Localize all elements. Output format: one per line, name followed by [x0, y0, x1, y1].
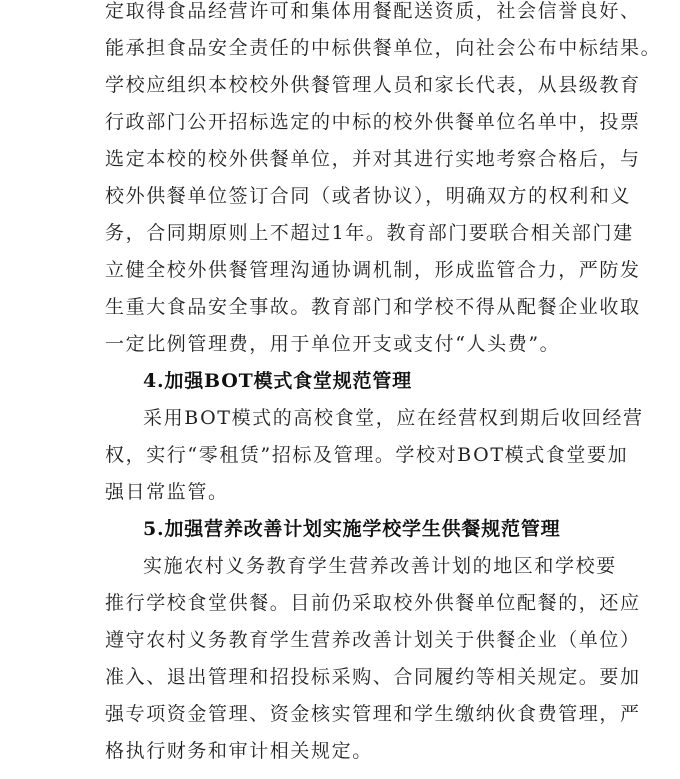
paragraph-line: 一定比例管理费，用于单位开支或支付“人头费”。 — [105, 333, 561, 355]
paragraph-line: 务，合同期原则上不超过1年。教育部门要联合相关部门建 — [105, 222, 634, 244]
paragraph-line: 选定本校的校外供餐单位，并对其进行实地考察合格后，与 — [105, 148, 641, 170]
paragraph-line: 遵守农村义务教育学生营养改善计划关于供餐企业（单位） — [105, 629, 641, 651]
paragraph-line: 校外供餐单位签订合同（或者协议），明确双方的权利和义 — [105, 185, 632, 207]
paragraph-line: 推行学校食堂供餐。目前仍采取校外供餐单位配餐的，还应 — [105, 592, 641, 614]
paragraph-line: 权，实行“零租赁”招标及管理。学校对BOT模式食堂要加 — [105, 444, 629, 466]
paragraph-line: 定取得食品经营许可和集体用餐配送资质，社会信誉良好、 — [105, 0, 641, 22]
paragraph-line: 采用BOT模式的高校食堂，应在经营权到期后收回经营 — [143, 407, 644, 429]
paragraph-line: 实施农村义务教育学生营养改善计划的地区和学校要 — [143, 555, 617, 577]
paragraph-line: 立健全校外供餐管理沟通协调机制，形成监管合力，严防发 — [105, 259, 641, 281]
paragraph-line: 准入、退出管理和招投标采购、合同履约等相关规定。要加 — [105, 666, 641, 688]
paragraph-line: 格执行财务和审计相关规定。 — [105, 740, 373, 762]
subheading-4: 4.加强BOT模式食堂规范管理 — [143, 370, 412, 392]
paragraph-line: 生重大食品安全事故。教育部门和学校不得从配餐企业收取 — [105, 296, 641, 318]
paragraph-line: 能承担食品安全责任的中标供餐单位，向社会公布中标结果。 — [105, 37, 662, 59]
paragraph-line: 学校应组织本校校外供餐管理人员和家长代表，从县级教育 — [105, 74, 641, 96]
subheading-5: 5.加强营养改善计划实施学校学生供餐规范管理 — [143, 518, 561, 540]
paragraph-line: 强专项资金管理、资金核实管理和学生缴纳伙食费管理，严 — [105, 703, 641, 725]
paragraph-line: 强日常监管。 — [105, 481, 229, 503]
paragraph-line: 行政部门公开招标选定的中标的校外供餐单位名单中，投票 — [105, 111, 641, 133]
